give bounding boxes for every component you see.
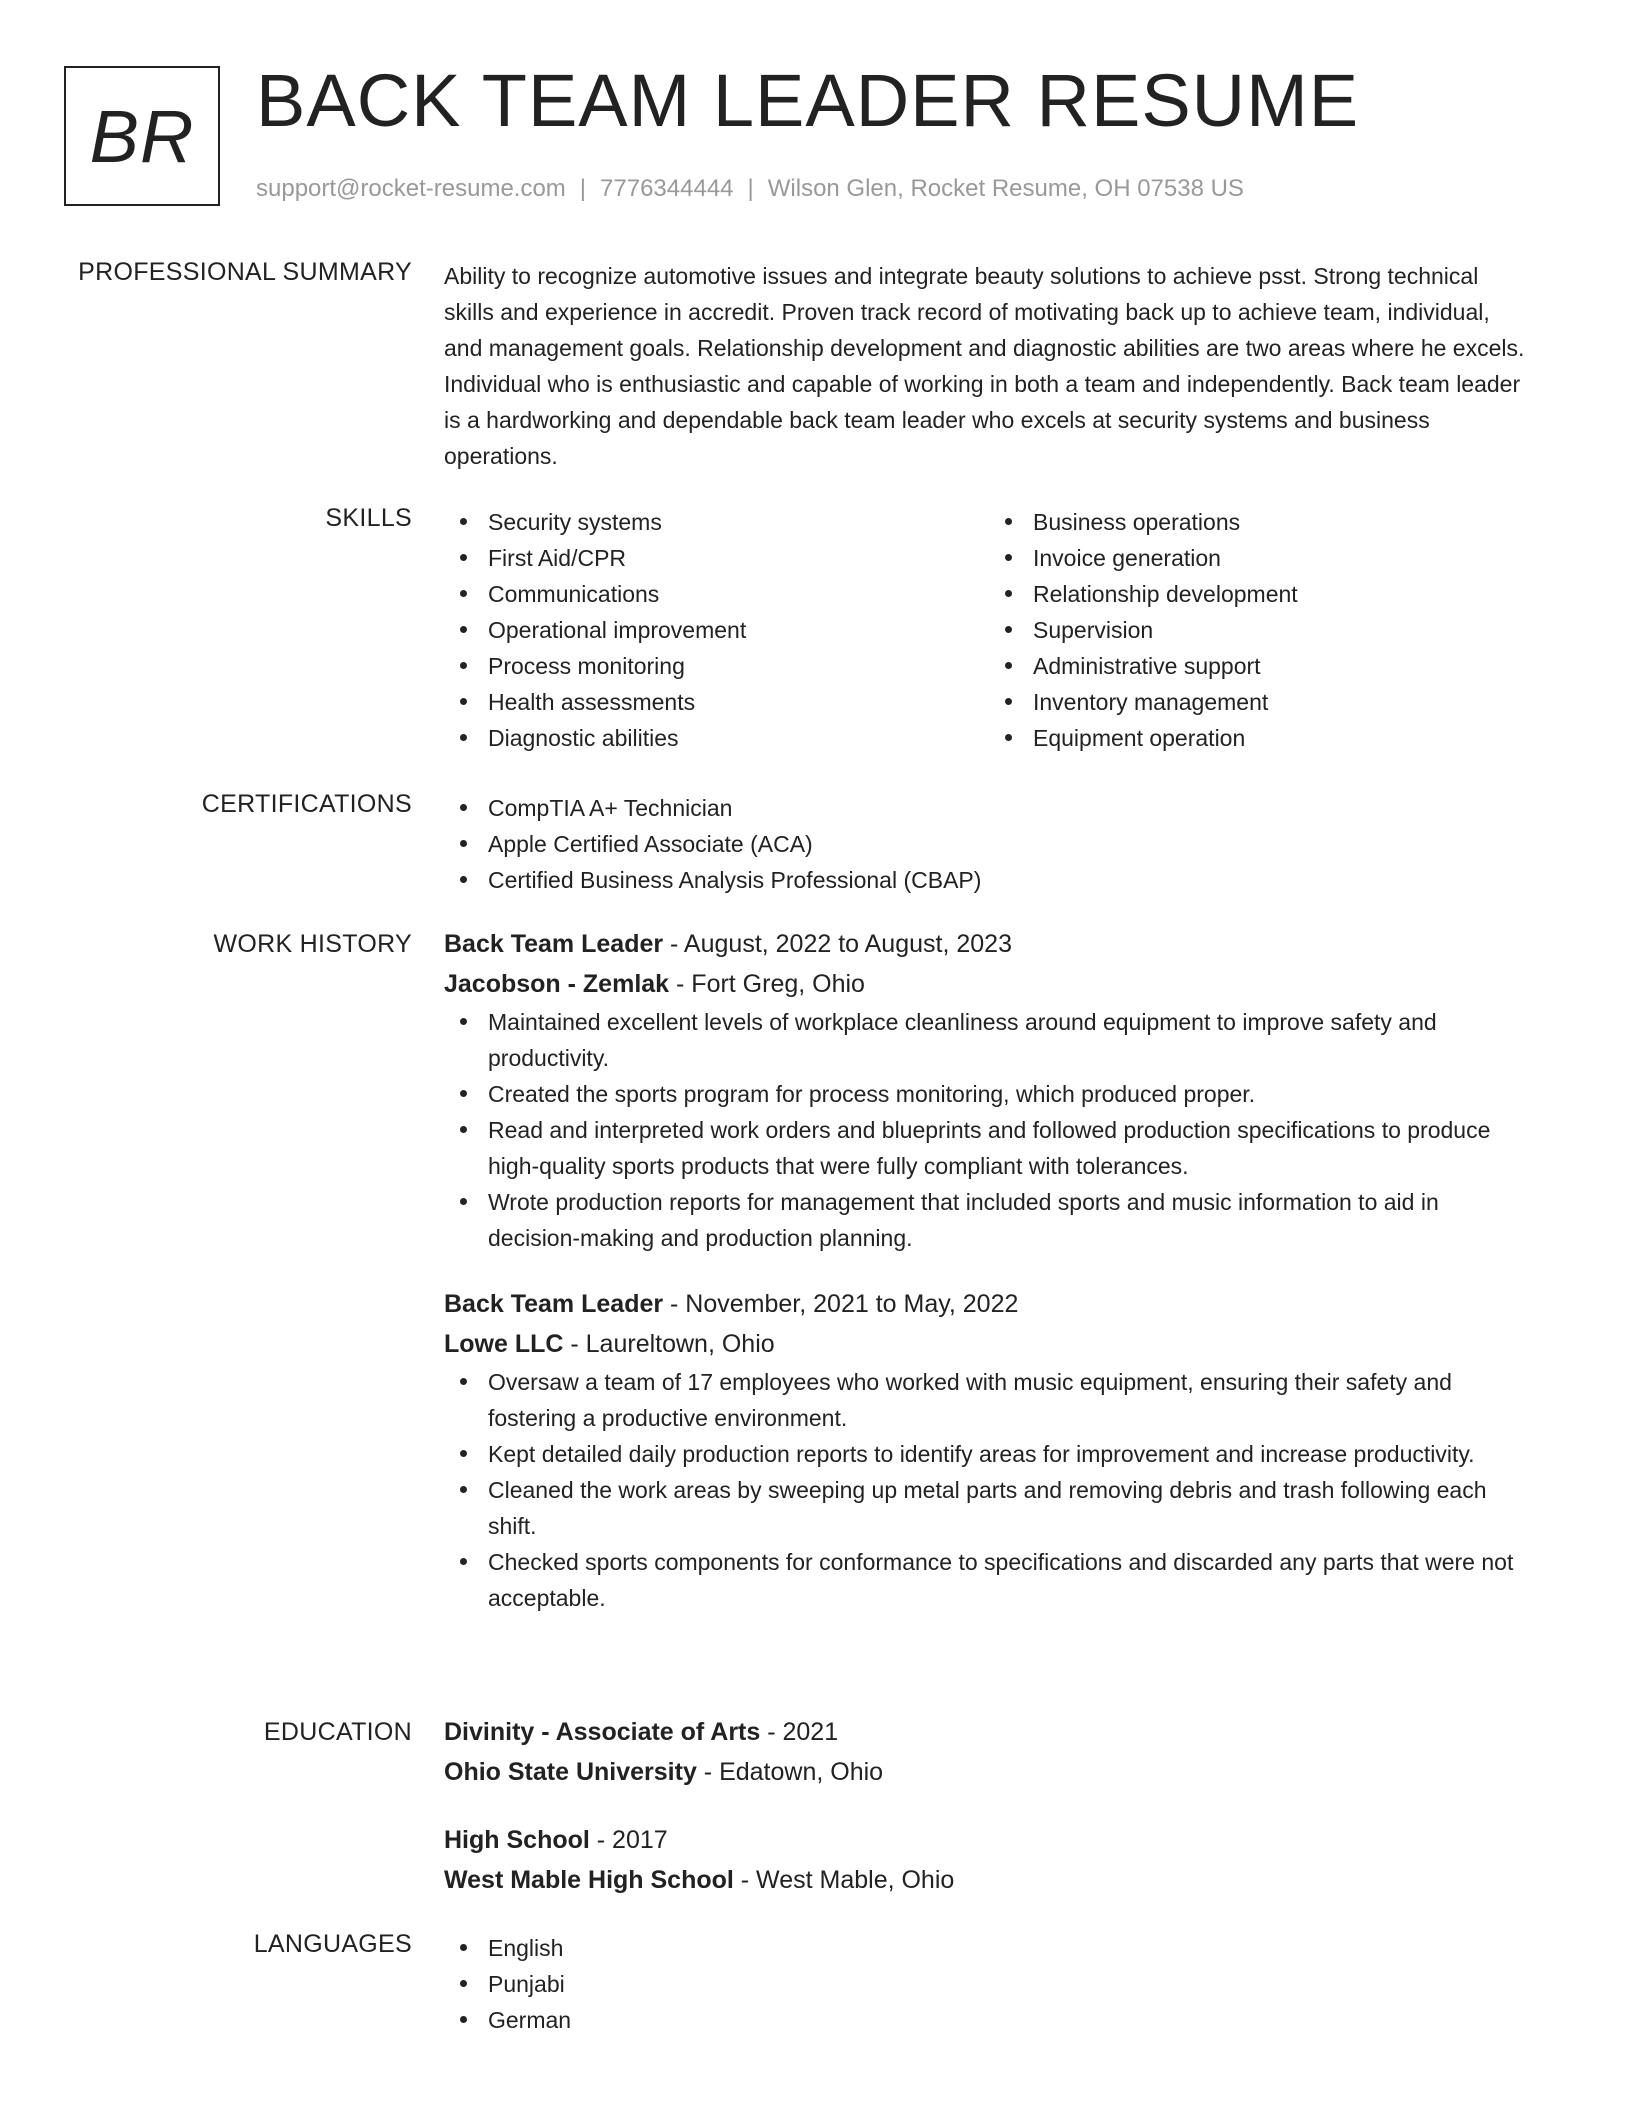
section-label-skills: SKILLS: [325, 504, 412, 532]
skill-item: First Aid/CPR: [444, 540, 989, 576]
skills-list-left: [444, 504, 989, 756]
skills-section: [444, 504, 1534, 756]
skill-item: Process monitoring: [444, 648, 989, 684]
job-duty: Created the sports program for process monitoring, which produced proper.: [444, 1076, 1534, 1112]
skill-item: Administrative support: [989, 648, 1534, 684]
skill-item: Business operations: [989, 504, 1534, 540]
job-company: Lowe LLC: [444, 1330, 564, 1358]
monogram-logo: BR: [64, 66, 220, 206]
job-duty: Oversaw a team of 17 employees who worked with music equipment, ensuring their safety and fostering a productive environment.: [444, 1364, 1534, 1436]
language-item: English: [444, 1930, 1534, 1966]
job-title: Back Team Leader: [444, 1290, 664, 1318]
contact-phone: 7776344444: [600, 175, 734, 202]
section-label-summary: PROFESSIONAL SUMMARY: [78, 258, 412, 286]
summary-text: Ability to recognize automotive issues and integrate beauty solutions to achieve psst. Strong technical skills and experience in accredit. Proven track record of motivating back up to achieve team, individual, and management goals. Relationship development and diagnostic abilities are two areas where he excels. Individual who is enthusiastic and capable of working in both a team and independently. Back team leader is a hardworking and dependable back team leader who excels at security systems and business operations.: [444, 263, 1525, 469]
job-duties-list: [444, 1004, 1534, 1256]
certifications-section: [444, 790, 1534, 898]
contact-separator: |: [747, 175, 754, 202]
certification-item: CompTIA A+ Technician: [444, 790, 1534, 826]
certifications-list: [444, 790, 1534, 898]
contact-email: support@rocket-resume.com: [256, 175, 566, 202]
job-company: Jacobson - Zemlak: [444, 970, 670, 998]
job-duty: Kept detailed daily production reports to identify areas for improvement and increase productivity.: [444, 1436, 1534, 1472]
summary-section: [444, 258, 1534, 474]
skill-item: Equipment operation: [989, 720, 1534, 756]
work-history-section: [444, 924, 1534, 1644]
section-label-languages: LANGUAGES: [253, 1930, 412, 1958]
education-school: West Mable High School: [444, 1866, 734, 1894]
skill-item: Diagnostic abilities: [444, 720, 989, 756]
education-location: - Edatown, Ohio: [696, 1758, 884, 1786]
skill-item: Invoice generation: [989, 540, 1534, 576]
skills-list-right: [989, 504, 1534, 756]
job-duties-list: [444, 1364, 1534, 1616]
job-duty: Wrote production reports for management that included sports and music information to aid in decision-making and production planning.: [444, 1184, 1534, 1256]
contact-line: [256, 174, 1244, 204]
skill-item: Supervision: [989, 612, 1534, 648]
skill-item: Inventory management: [989, 684, 1534, 720]
education-degree: High School: [444, 1826, 590, 1854]
contact-separator: |: [579, 175, 587, 202]
skill-item: Health assessments: [444, 684, 989, 720]
job-company-line: [444, 964, 1534, 1004]
certification-item: Certified Business Analysis Professional (CBAP): [444, 862, 1534, 898]
section-label-certifications: CERTIFICATIONS: [201, 790, 412, 818]
job-entry: [444, 1284, 1534, 1616]
job-duty: Cleaned the work areas by sweeping up metal parts and removing debris and trash following each shift.: [444, 1472, 1534, 1544]
job-title-line: [444, 924, 1534, 964]
education-school: Ohio State University: [444, 1758, 697, 1786]
skill-item: Operational improvement: [444, 612, 989, 648]
contact-address: Wilson Glen, Rocket Resume, OH 07538 US: [767, 175, 1244, 202]
skill-item: Relationship development: [989, 576, 1534, 612]
education-degree-line: [444, 1820, 1534, 1860]
education-section: [444, 1712, 1534, 1928]
job-location: - Laureltown, Ohio: [563, 1330, 775, 1358]
languages-section: [444, 1930, 1534, 2038]
education-location: - West Mable, Ohio: [733, 1866, 955, 1894]
job-location: - Fort Greg, Ohio: [669, 970, 865, 998]
languages-list: [444, 1930, 1534, 2038]
job-company-line: [444, 1324, 1534, 1364]
education-year: - 2021: [760, 1718, 839, 1746]
education-entry: [444, 1712, 1534, 1792]
job-duty: Read and interpreted work orders and blueprints and followed production specifications to produce high-quality sports products that were fully compliant with tolerances.: [444, 1112, 1534, 1184]
job-duty: Checked sports components for conformance to specifications and discarded any parts that were not acceptable.: [444, 1544, 1534, 1616]
certification-item: Apple Certified Associate (ACA): [444, 826, 1534, 862]
job-dates: - August, 2022 to August, 2023: [663, 930, 1012, 958]
education-degree: Divinity - Associate of Arts: [444, 1718, 761, 1746]
skill-item: Communications: [444, 576, 989, 612]
language-item: Punjabi: [444, 1966, 1534, 2002]
education-entry: [444, 1820, 1534, 1900]
education-school-line: [444, 1860, 1534, 1900]
education-degree-line: [444, 1712, 1534, 1752]
job-dates: - November, 2021 to May, 2022: [663, 1290, 1019, 1318]
section-label-education: EDUCATION: [263, 1718, 412, 1746]
education-school-line: [444, 1752, 1534, 1792]
job-duty: Maintained excellent levels of workplace cleanliness around equipment to improve safety and productivity.: [444, 1004, 1534, 1076]
language-item: German: [444, 2002, 1534, 2038]
resume-title: BACK TEAM LEADER RESUME: [256, 59, 1360, 142]
education-year: - 2017: [589, 1826, 668, 1854]
skill-item: Security systems: [444, 504, 989, 540]
section-label-work-history: WORK HISTORY: [213, 930, 412, 958]
job-title-line: [444, 1284, 1534, 1324]
job-entry: [444, 924, 1534, 1256]
job-title: Back Team Leader: [444, 930, 664, 958]
